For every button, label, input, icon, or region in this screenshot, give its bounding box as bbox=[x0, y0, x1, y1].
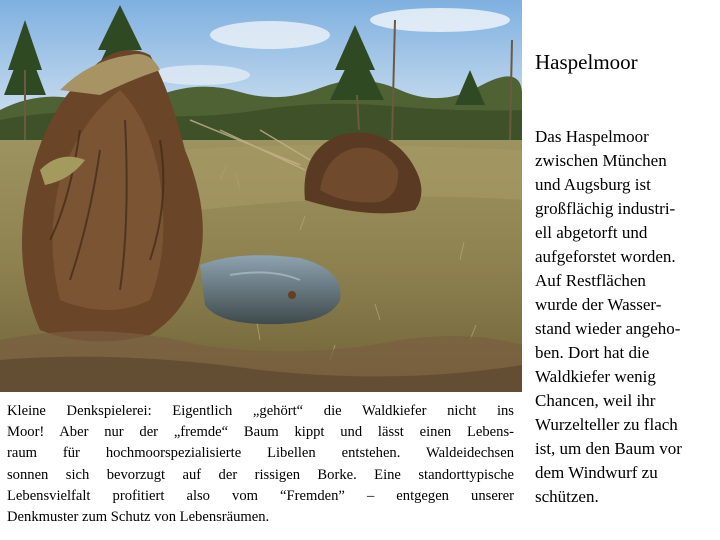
description-line: aufgeforstet worden. bbox=[535, 247, 676, 266]
description-line: stand wieder angeho- bbox=[535, 319, 681, 338]
description-line: dem Windwurf zu bbox=[535, 463, 658, 482]
description-line: Waldkiefer wenig bbox=[535, 367, 656, 386]
caption-line: raum für hochmoorspezialisierte Libellen entstehen. Waldeidechsen bbox=[7, 445, 514, 462]
description-line: ben. Dort hat die bbox=[535, 343, 650, 362]
description-line: zwischen München bbox=[535, 151, 667, 170]
description-line: großflächig industri- bbox=[535, 199, 676, 218]
description-line: schützen. bbox=[535, 487, 599, 506]
description-line: Wurzelteller zu flach bbox=[535, 415, 678, 434]
caption-line: sonnen sich bevorzugt auf der rissigen Borke. Eine standorttypische bbox=[7, 466, 514, 483]
caption-line: Denkmuster zum Schutz von Lebensräumen. bbox=[7, 509, 270, 526]
description-text bbox=[535, 125, 715, 509]
caption-line: Kleine Denkspielerei: Eigentlich „gehört“ die Waldkiefer nicht ins bbox=[7, 403, 514, 419]
description-line: Auf Restflächen bbox=[535, 271, 646, 290]
description-line: Chancen, weil ihr bbox=[535, 391, 656, 410]
description-line: ist, um den Baum vor bbox=[535, 439, 682, 458]
photo-caption bbox=[7, 401, 514, 528]
caption-line: Lebensvielfalt profitiert also vom “Fremden” – entgegen unserer bbox=[7, 487, 514, 504]
page-title: Haspelmoor bbox=[535, 50, 638, 74]
caption-line: Moor! Aber nur der „fremde“ Baum kippt und lässt einen Lebens- bbox=[7, 424, 514, 441]
description-line: und Augsburg ist bbox=[535, 175, 651, 194]
description-line: wurde der Wasser- bbox=[535, 295, 662, 314]
description-line: Das Haspelmoor bbox=[535, 127, 649, 146]
description-line: ell abgetorft und bbox=[535, 223, 648, 242]
